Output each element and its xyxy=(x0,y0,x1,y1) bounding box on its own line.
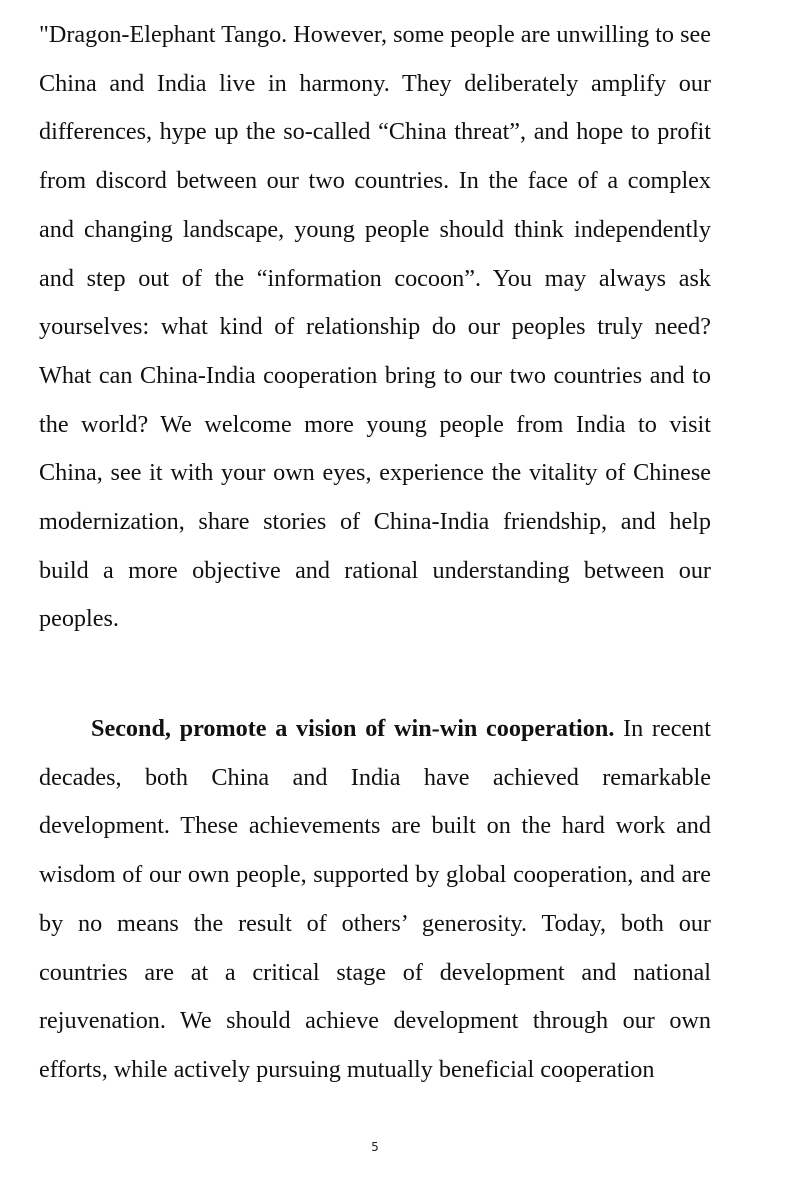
paragraph-2-lead-sentence: Second, promote a vision of win-win cooperation. xyxy=(91,715,615,742)
body-paragraph-1: "Dragon-Elephant Tango. However, some people are unwilling to see China and India live in harmony. They deliberately amplify our differences, hype up the so-called “China threat”, and hope to profit from discord between our two countries. In the face of a complex and changing landscape, young people should think independently and step out of the “information cocoon”. You may always ask yourselves: what kind of relationship do our peoples truly need? What can China-India cooperation bring to our two countries and to the world? We welcome more young people from India to visit China, see it with your own eyes, experience the vitality of Chinese modernization, share stories of China-India friendship, and help build a more objective and rational understanding between our peoples. xyxy=(39,21,711,633)
body-paragraph-2 xyxy=(39,705,711,1095)
paragraph-2-body-text: In recent decades, both China and India have achieved remarkable development. These achievements are built on the hard work and wisdom of our own people, supported by global cooperation, and are by no means the result of others’ generosity. Today, both our countries are at a critical stage of development and national rejuvenation. We should achieve development through our own efforts, while actively pursuing mutually beneficial cooperation xyxy=(39,715,711,1083)
page-number: 5 xyxy=(371,1140,379,1154)
